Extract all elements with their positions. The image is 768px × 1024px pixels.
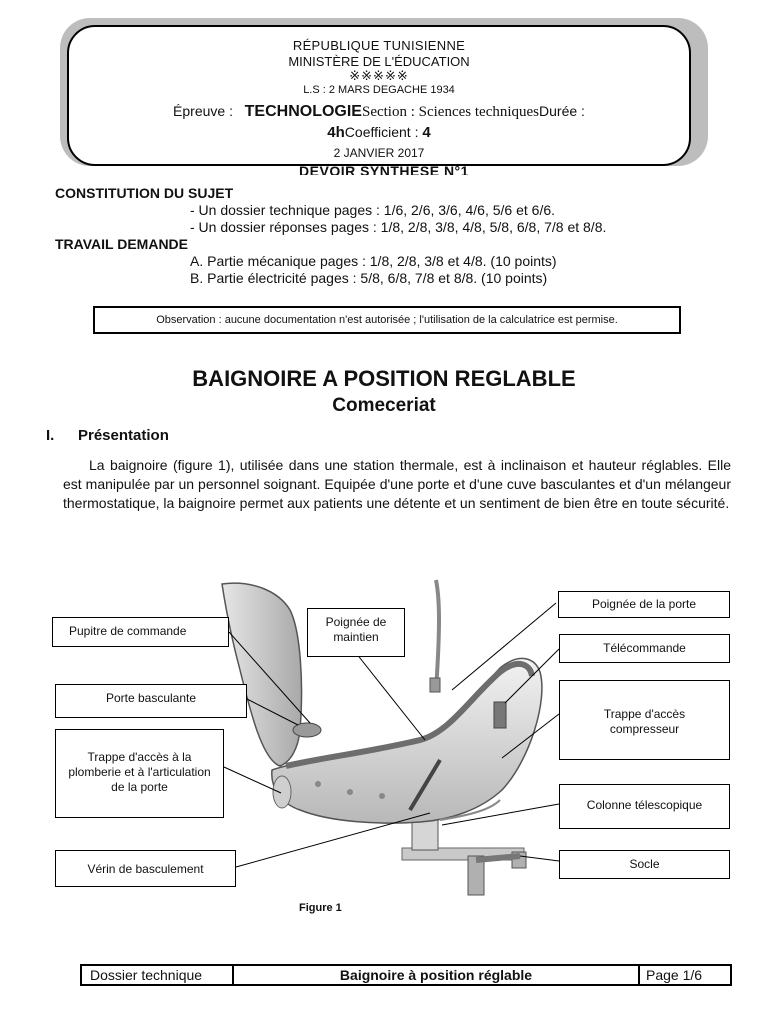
footer-page: Page 1/6 — [646, 967, 703, 983]
label-pupitre: Pupitre de commande — [52, 617, 229, 647]
label-verin: Vérin de basculement — [55, 850, 236, 887]
travail-item: B. Partie électricité pages : 5/8, 6/8, 7/8 et 8/8. (10 points) — [190, 270, 548, 286]
section-number: I. — [46, 427, 55, 444]
header-date: 2 JANVIER 2017 — [333, 146, 425, 160]
coef-value: 4 — [422, 124, 431, 141]
label-colonne: Colonne télescopique — [559, 784, 730, 829]
constitution-title: CONSTITUTION DU SUJET — [55, 185, 234, 201]
section-title: Présentation — [78, 427, 169, 444]
label-telecommande: Télécommande — [559, 634, 730, 663]
header-stars: ※※※※※ — [349, 68, 409, 83]
header-exam-line — [67, 104, 691, 120]
observation-box: Observation : aucune documentation n'est autorisée ; l'utilisation de la calculatrice est permise. — [93, 306, 681, 334]
header-ministry: MINISTÈRE DE L'ÉDUCATION — [288, 54, 470, 69]
header-school: L.S : 2 MARS DEGACHE 1934 — [303, 84, 455, 96]
label-trappe-compresseur: Trappe d'accès compresseur — [559, 680, 730, 760]
tilting-door — [222, 583, 302, 766]
remote-control — [494, 702, 506, 728]
figure-caption: Figure 1 — [299, 902, 342, 914]
footer-table — [80, 964, 732, 986]
presentation-paragraph: La baignoire (figure 1), utilisée dans une station thermale, est à inclinaison et hauteur réglables. Elle est manipulée par un personnel soignant. Equipée d'une porte et d'une cuve basculantes et d'un mélangeur thermostatique, la baignoire permet aux patients une détente et un sentiment de bien être en toute sécurité. — [63, 457, 731, 511]
duree-value: 4h — [327, 124, 345, 141]
coef-label: Coefficient : — [344, 124, 419, 140]
header-duration-line — [67, 125, 691, 140]
label-trappe-plomberie: Trappe d'accès à la plomberie et à l'articulation de la porte — [55, 729, 224, 818]
section-text: Section : Sciences techniques — [361, 104, 540, 120]
page-title: BAIGNOIRE A POSITION REGLABLE — [192, 366, 576, 391]
header-republic: RÉPUBLIQUE TUNISIENNE — [292, 38, 466, 53]
page-subtitle: Comeceriat — [332, 395, 436, 416]
footer-dossier: Dossier technique — [82, 966, 234, 984]
grab-handle — [436, 580, 439, 690]
label-poignee-porte: Poignée de la porte — [558, 591, 730, 618]
epreuve-label: Épreuve : — [173, 103, 233, 119]
travail-item: A. Partie mécanique pages : 1/8, 2/8, 3/8 et 4/8. (10 points) — [190, 253, 557, 269]
duree-label: Durée : — [539, 103, 585, 119]
devoir-title: DEVOIR SYNTHESE N°1 — [299, 163, 469, 175]
label-socle: Socle — [559, 850, 730, 879]
base — [402, 848, 526, 895]
travail-title: TRAVAIL DEMANDE — [55, 236, 188, 252]
constitution-item: - Un dossier réponses pages : 1/8, 2/8, 3/8, 4/8, 5/8, 6/8, 7/8 et 8/8. — [190, 219, 607, 235]
plumbing-hatch — [273, 776, 291, 808]
label-porte-basculante: Porte basculante — [55, 684, 247, 718]
label-poignee-maintien: Poignée de maintien — [307, 608, 405, 657]
constitution-item: - Un dossier technique pages : 1/6, 2/6, 3/6, 4/6, 5/6 et 6/6. — [190, 202, 556, 218]
epreuve-value: TECHNOLOGIE — [244, 103, 362, 120]
footer-title: Baignoire à position réglable — [234, 966, 640, 984]
